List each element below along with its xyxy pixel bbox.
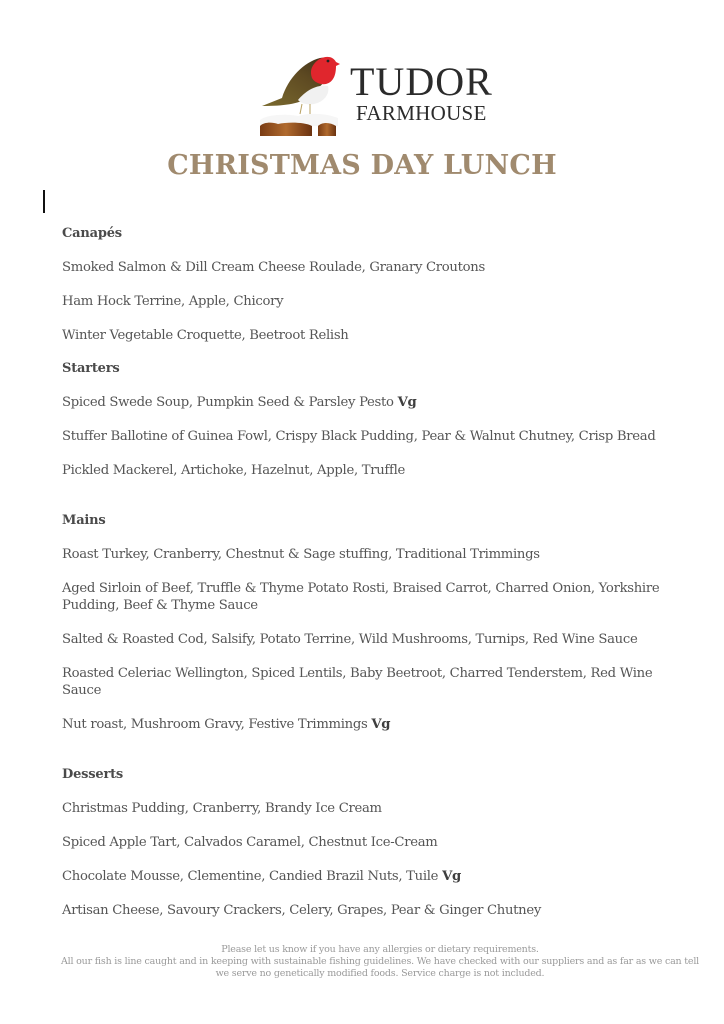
item-text: Christmas Pudding, Cranberry, Brandy Ice Cream [62,801,382,816]
section-heading: Starters [62,361,120,376]
item-text: Ham Hock Terrine, Apple, Chicory [62,294,284,309]
logo-wordmark [350,59,493,125]
section-mains [62,512,682,733]
item-text: Nut roast, Mushroom Gravy, Festive Trimmings [62,717,368,732]
item-text: Roast Turkey, Cranberry, Chestnut & Sage stuffing, Traditional Trimmings [62,547,540,562]
item-text: Salted & Roasted Cod, Salsify, Potato Terrine, Wild Mushrooms, Turnips, Red Wine Sauce [62,632,638,647]
item-text: Artisan Cheese, Savoury Crackers, Celery, Grapes, Pear & Ginger Chutney [62,903,542,918]
robin-icon [258,48,340,138]
menu-item [62,868,682,885]
page-title: CHRISTMAS DAY LUNCH [167,150,557,181]
item-text: Aged Sirloin of Beef, Truffle & Thyme Potato Rosti, Braised Carrot, Charred Onion, Yorkshire Pudding, Beef & Thyme Sauce [62,581,660,613]
footer-notice [60,944,700,980]
section-heading: Canapés [62,226,122,241]
logo [258,48,518,140]
menu-item [62,834,682,851]
item-text: Spiced Apple Tart, Calvados Caramel, Chestnut Ice-Cream [62,835,438,850]
section-canapes [62,225,682,344]
logo-line-farmhouse: FARMHOUSE [356,101,487,125]
menu-item [62,428,682,445]
item-text: Winter Vegetable Croquette, Beetroot Relish [62,328,349,343]
menu-item [62,394,682,411]
menu-item [62,546,682,563]
menu-item [62,716,682,733]
item-text: Spiced Swede Soup, Pumpkin Seed & Parsley Pesto [62,395,394,410]
menu-body [62,225,682,919]
sourcing-notice: All our fish is line caught and in keeping with sustainable fishing guidelines. We have checked with our suppliers and as far as we can tell we serve no genetically modified foods. Service charge is not included. [60,956,700,979]
item-text: Chocolate Mousse, Clementine, Candied Brazil Nuts, Tuile [62,869,439,884]
text-cursor [43,190,45,213]
menu-item [62,293,682,310]
section-heading: Desserts [62,767,124,782]
item-text: Roasted Celeriac Wellington, Spiced Lentils, Baby Beetroot, Charred Tenderstem, Red Wine Sauce [62,666,653,698]
vegan-badge: Vg [397,395,417,410]
menu-item [62,902,682,919]
logo-line-tudor: TUDOR [350,59,493,104]
menu-item [62,800,682,817]
item-text: Smoked Salmon & Dill Cream Cheese Roulade, Granary Croutons [62,260,485,275]
section-heading: Mains [62,513,106,528]
menu-item [62,631,682,648]
vegan-badge: Vg [371,717,391,732]
section-starters [62,360,682,479]
menu-item [62,462,682,479]
menu-item [62,665,682,699]
menu-item [62,580,682,614]
menu-item [62,327,682,344]
vegan-badge: Vg [442,869,461,884]
item-text: Pickled Mackerel, Artichoke, Hazelnut, Apple, Truffle [62,463,406,478]
menu-item [62,259,682,276]
item-text: Stuffer Ballotine of Guinea Fowl, Crispy Black Pudding, Pear & Walnut Chutney, Crisp Bread [62,429,656,444]
allergy-notice: Please let us know if you have any allergies or dietary requirements. [221,944,539,955]
section-desserts [62,766,682,919]
